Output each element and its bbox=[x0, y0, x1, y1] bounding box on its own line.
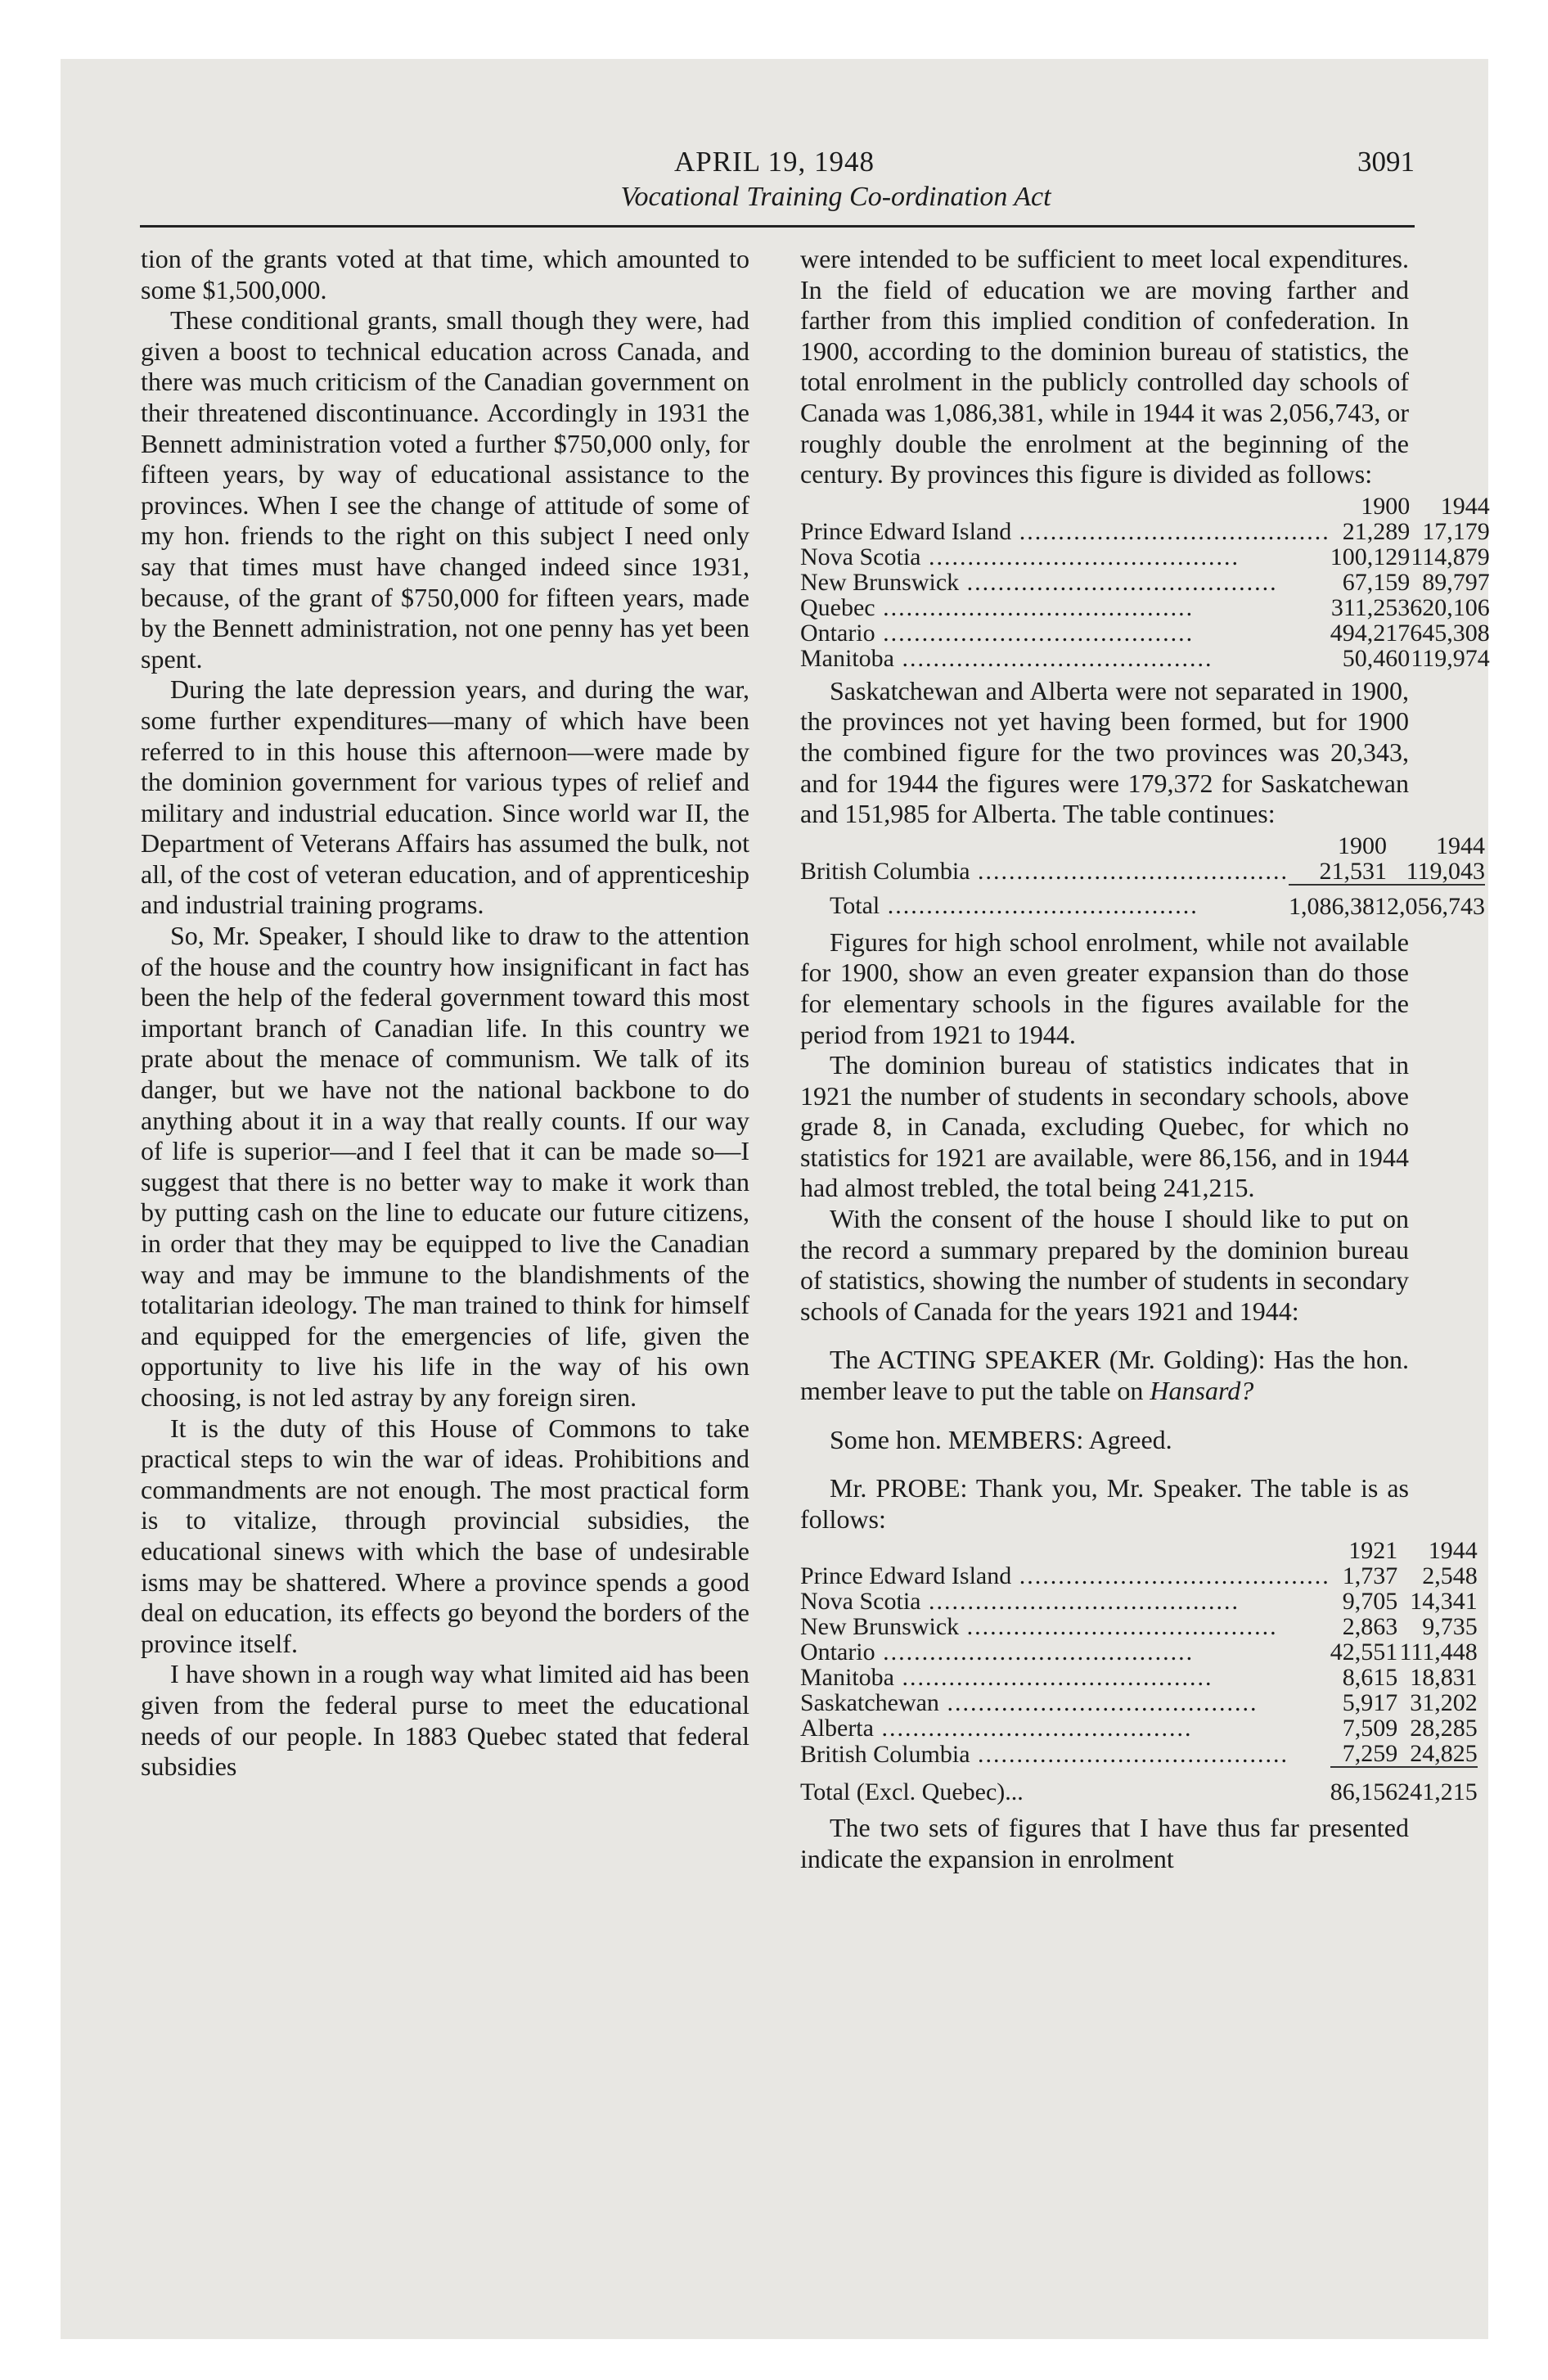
cell-1944: 28,285 bbox=[1410, 1715, 1478, 1742]
cell-1900: 67,159 bbox=[1342, 568, 1411, 596]
cell-1921: 42,551 bbox=[1330, 1639, 1398, 1666]
paragraph: The two sets of figures that I have thus far presented indicate the expansion in enrolment bbox=[800, 1813, 1409, 1873]
header-page-number: 3091 bbox=[1357, 146, 1415, 178]
secondary-schools-table bbox=[800, 1538, 1478, 1805]
table-row bbox=[800, 859, 1485, 885]
row-label: Ontario bbox=[800, 620, 875, 646]
paragraph bbox=[800, 1345, 1409, 1406]
table-header-row bbox=[800, 833, 1485, 859]
cell-1944: 9,735 bbox=[1422, 1613, 1478, 1641]
cell-1921: 2,863 bbox=[1342, 1613, 1398, 1641]
cell-1944: 645,308 bbox=[1410, 619, 1490, 647]
row-label: Prince Edward Island bbox=[800, 1563, 1012, 1589]
table-row bbox=[800, 1639, 1478, 1665]
left-column bbox=[141, 244, 749, 1783]
cell-1944: 24,825 bbox=[1410, 1740, 1478, 1768]
cell-1921: 8,615 bbox=[1342, 1664, 1398, 1692]
cell-1900: 21,531 bbox=[1319, 857, 1388, 885]
cell-1921: 7,259 bbox=[1342, 1740, 1398, 1768]
paragraph: tion of the grants voted at that time, which amounted to some $1,500,000. bbox=[141, 244, 749, 304]
table-row bbox=[800, 1665, 1478, 1690]
row-label: British Columbia bbox=[800, 1741, 970, 1767]
right-column bbox=[800, 244, 1490, 1875]
cell-1921: 5,917 bbox=[1342, 1689, 1398, 1717]
table-row bbox=[800, 1690, 1478, 1715]
table-total-row bbox=[800, 1767, 1478, 1805]
cell-1944: 31,202 bbox=[1410, 1689, 1478, 1717]
row-label: Nova Scotia bbox=[800, 1589, 921, 1615]
column-header: 1900 bbox=[1338, 832, 1388, 859]
italic-hansard: Hansard? bbox=[1150, 1376, 1254, 1406]
table-total-row bbox=[800, 885, 1485, 919]
enrolment-table-continued bbox=[800, 833, 1485, 919]
total-1900: 1,086,381 bbox=[1289, 885, 1387, 919]
table-row bbox=[800, 595, 1490, 620]
row-label: Nova Scotia bbox=[800, 543, 921, 570]
paragraph: With the consent of the house I should like to put on the record a summary prepared by the dominion bureau of statistics, showing the number of students in secondary schools of Canada for the years 1921 and 1944: bbox=[800, 1204, 1409, 1326]
column-header: 1944 bbox=[1440, 492, 1490, 520]
cell-1944: 2,548 bbox=[1422, 1562, 1478, 1590]
table-row bbox=[800, 519, 1490, 544]
row-label: New Brunswick bbox=[800, 569, 960, 595]
cell-1900: 311,253 bbox=[1330, 593, 1411, 621]
paragraph: were intended to be sufficient to meet local expenditures. In the field of education we are moving farther and farther from this implied condition of confederation. In 1900, according to the dominion bureau of statistics, the total enrolment in the publicly controlled day schools of Canada was 1,086,381, while in 1944 it was 2,056,743, or roughly double the enrolment at the beginning of the century. By provinces this figure is divided as follows: bbox=[800, 244, 1409, 489]
header-rule bbox=[140, 225, 1415, 228]
cell-1921: 9,705 bbox=[1342, 1588, 1398, 1616]
paragraph: It is the duty of this House of Commons to take practical steps to win the war of ideas. Prohibitions and commandments are not enough. The most practical form is to vitalize, through provincial subsidies, the educational sinews with which the base of undesirable isms may be shattered. Where a province spends a good deal on education, its effects go beyond the borders of the province itself. bbox=[141, 1413, 749, 1658]
table-row bbox=[800, 1563, 1478, 1589]
cell-1900: 21,289 bbox=[1342, 517, 1411, 545]
total-label: Total bbox=[830, 893, 880, 919]
table-row bbox=[800, 620, 1490, 646]
cell-1944: 14,341 bbox=[1410, 1588, 1478, 1616]
table-row bbox=[800, 1589, 1478, 1614]
speaker-text: The ACTING SPEAKER (Mr. Golding): Has the hon. member leave to put the table on bbox=[800, 1345, 1409, 1406]
row-label: Quebec bbox=[800, 594, 875, 620]
cell-1944: 119,043 bbox=[1406, 857, 1486, 885]
row-label: Manitoba bbox=[800, 1665, 894, 1691]
paragraph: Figures for high school enrolment, while not available for 1900, show an even greater expansion than do those for elementary schools in the figures available for the period from 1921 to 1944. bbox=[800, 926, 1409, 1049]
cell-1900: 494,217 bbox=[1330, 619, 1411, 647]
enrolment-table-1900-1944 bbox=[800, 494, 1490, 671]
paragraph: During the late depression years, and during the war, some further expenditures—many of which have been referred to in this house this afternoon—were made by the dominion government for various types of relief and military and industrial education. Since world war II, the Department of Veterans Affairs has assumed the bulk, not all, of the cost of veteran education, and of apprenticeship and industrial training programs. bbox=[141, 674, 749, 920]
header-date: APRIL 19, 1948 bbox=[673, 146, 875, 178]
total-1921: 86,156 bbox=[1330, 1767, 1398, 1805]
column-header: 1921 bbox=[1348, 1537, 1398, 1565]
row-label: British Columbia bbox=[800, 859, 970, 885]
page-header bbox=[61, 59, 1488, 223]
total-1944: 2,056,743 bbox=[1387, 885, 1485, 919]
cell-1944: 114,879 bbox=[1411, 543, 1490, 570]
paragraph: The dominion bureau of statistics indicates that in 1921 the number of students in secondary schools, above grade 8, in Canada, excluding Quebec, for which no statistics for 1921 are available, were 86,156, and in 1944 had almost trebled, the total being 241,215. bbox=[800, 1050, 1409, 1203]
column-header: 1944 bbox=[1436, 832, 1486, 859]
paragraph: These conditional grants, small though they were, had given a boost to technical education across Canada, and there was much criticism of the Canadian government on their threatened discontinuance. Accordingly in 1931 the Bennett administration voted a further $750,000 only, for fifteen years, by way of educational assistance to the provinces. When I see the change of attitude of some of my hon. friends to the right on this subject I need only say that times must have changed indeed since 1931, because, of the grant of $750,000 for fifteen years, made by the Bennett administration, not one penny has yet been spent. bbox=[141, 305, 749, 674]
paragraph: I have shown in a rough way what limited aid has been given from the federal purse to meet the educational needs of our people. In 1883 Quebec stated that federal subsidies bbox=[141, 1659, 749, 1782]
header-section-title: Vocational Training Co-ordination Act bbox=[620, 182, 1051, 212]
scanned-page bbox=[61, 59, 1488, 2339]
cell-1921: 1,737 bbox=[1342, 1562, 1398, 1590]
table-header-row bbox=[800, 1538, 1478, 1563]
paragraph: So, Mr. Speaker, I should like to draw to the attention of the house and the country how insignificant in fact has been the help of the federal government toward this most important branch of Canadian life. In this country we prate about the menace of communism. We talk of its danger, but we have not the national backbone to do anything about it in a way that really counts. If our way of life is superior—and I feel that it can be made so—I suggest that there is no better way to make it work than by putting cash on the line to educate our future citizens, in order that they may be equipped to live the Canadian way and may be immune to the blandishments of the totalitarian ideology. The man trained to think for himself and equipped for the emergencies of life, given the opportunity to live his life in the way of his own choosing, is not led astray by any foreign siren. bbox=[141, 921, 749, 1412]
paragraph: Some hon. MEMBERS: Agreed. bbox=[830, 1424, 1172, 1454]
cell-1944: 111,448 bbox=[1399, 1639, 1478, 1666]
row-label: Prince Edward Island bbox=[800, 518, 1012, 544]
column-header: 1944 bbox=[1428, 1537, 1478, 1565]
table-row bbox=[800, 646, 1490, 671]
total-1944: 241,215 bbox=[1397, 1767, 1478, 1805]
table-row bbox=[800, 570, 1490, 595]
cell-1900: 50,460 bbox=[1342, 644, 1411, 672]
cell-1944: 18,831 bbox=[1410, 1664, 1478, 1692]
cell-1944: 17,179 bbox=[1422, 517, 1490, 545]
paragraph: Saskatchewan and Alberta were not separated in 1900, the provinces not yet having been formed, but for 1900 the combined figure for the two provinces was 20,343, and for 1944 the figures were 179,372 for Saskatchewan and 151,985 for Alberta. The table continues: bbox=[800, 675, 1409, 829]
paragraph: Mr. PROBE: Thank you, Mr. Speaker. The table is as follows: bbox=[800, 1473, 1409, 1534]
table-row bbox=[800, 1614, 1478, 1639]
row-label: Manitoba bbox=[800, 645, 894, 671]
total-label: Total (Excl. Quebec)... bbox=[800, 1778, 1024, 1805]
column-header: 1900 bbox=[1361, 492, 1411, 520]
row-label: Saskatchewan bbox=[800, 1690, 939, 1716]
cell-1900: 100,129 bbox=[1330, 543, 1411, 570]
table-header-row bbox=[800, 494, 1490, 519]
table-row bbox=[800, 1715, 1478, 1741]
cell-1944: 620,106 bbox=[1410, 593, 1490, 621]
row-label: Ontario bbox=[800, 1639, 875, 1666]
table-row bbox=[800, 1741, 1478, 1767]
cell-1944: 89,797 bbox=[1422, 568, 1490, 596]
cell-1944: 119,974 bbox=[1411, 644, 1490, 672]
row-label: Alberta bbox=[800, 1715, 874, 1742]
table-row bbox=[800, 544, 1490, 570]
cell-1921: 7,509 bbox=[1342, 1715, 1398, 1742]
row-label: New Brunswick bbox=[800, 1614, 960, 1640]
